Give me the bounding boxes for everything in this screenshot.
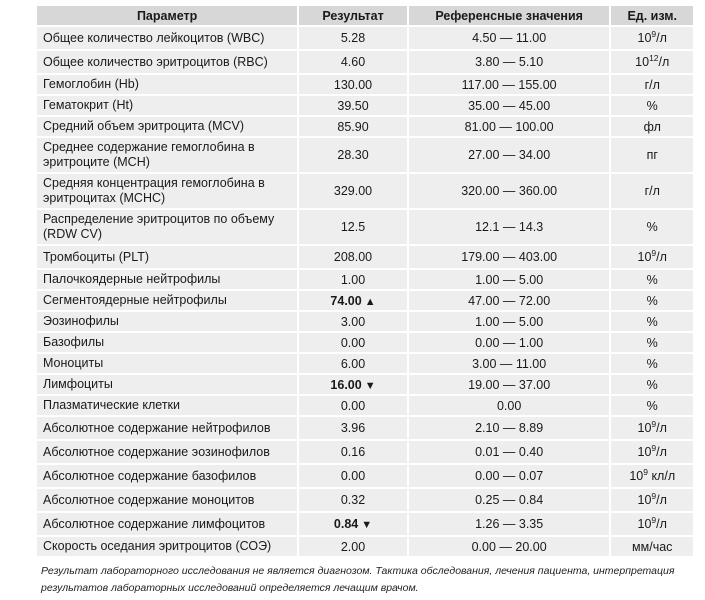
parameter-name-line: Эозинофилы: [43, 314, 119, 328]
result-value: 39.50: [337, 98, 369, 113]
result-value: 3.96: [340, 421, 366, 435]
reference-range-cell: 35.00 — 45.00: [409, 96, 610, 115]
reference-range-cell: 47.00 — 72.00: [409, 291, 610, 310]
parameter-name-line: Общее количество эритроцитов (RBC): [43, 54, 268, 69]
result-value: 16.00: [330, 377, 362, 392]
parameter-name-line: Лимфоциты: [43, 377, 113, 391]
unit-exponent: 9: [651, 29, 657, 39]
reference-range-cell: 179.00 — 403.00: [409, 246, 610, 268]
result-cell: [299, 465, 407, 487]
table-row: [37, 375, 693, 394]
result-value: 85.90: [337, 119, 369, 134]
column-header-reference: Референсные значения: [409, 6, 610, 25]
result-value: 1.00: [340, 272, 366, 287]
table-row: [37, 270, 693, 289]
table-row: [37, 417, 693, 439]
disclaimer-line-2: результатов лабораторных исследований определяется лечащим врачом.: [41, 582, 419, 594]
result-value: 2.00: [340, 539, 366, 554]
parameter-name-line: Тромбоциты (PLT): [43, 249, 150, 264]
parameter-cell: [37, 246, 297, 268]
result-cell: [299, 354, 407, 373]
unit-base: 10: [635, 55, 650, 69]
unit-exponent: 9: [651, 515, 657, 525]
parameter-cell: [37, 270, 297, 289]
unit-base: 10: [637, 517, 652, 531]
reference-range-cell: 0.00 — 1.00: [409, 333, 610, 352]
result-cell: [299, 210, 407, 244]
result-cell: [299, 174, 407, 208]
column-header-parameter: Параметр: [37, 6, 297, 25]
results-table: [35, 4, 695, 558]
unit-base: г/л: [644, 77, 660, 92]
parameter-cell: [37, 441, 297, 463]
table-row: [37, 513, 693, 535]
result-value: 28.30: [337, 148, 369, 162]
reference-range-cell: 320.00 — 360.00: [409, 174, 610, 208]
unit-base: %: [646, 335, 658, 350]
result-cell: [299, 417, 407, 439]
parameter-cell: [37, 174, 297, 208]
table-row: [37, 27, 693, 49]
reference-range-cell: 0.25 — 0.84: [409, 489, 610, 511]
parameter-name-line: Базофилы: [43, 335, 105, 349]
reference-range-cell: 0.00 — 20.00: [409, 537, 610, 556]
unit-base: г/л: [644, 184, 660, 198]
result-cell: [299, 51, 407, 73]
unit-suffix: /л: [658, 55, 670, 69]
unit-suffix: кл/л: [647, 469, 676, 483]
unit-suffix: /л: [656, 31, 667, 45]
unit-cell: [611, 174, 693, 208]
parameter-cell: [37, 138, 297, 172]
unit-cell: [611, 27, 693, 49]
parameter-name-line: Палочкоядерные нейтрофилы: [43, 272, 221, 286]
reference-range-cell: 19.00 — 37.00: [409, 375, 610, 394]
parameter-name-line: эритроците (MCH): [43, 155, 150, 169]
result-cell: [299, 312, 407, 331]
unit-exponent: 9: [651, 443, 657, 453]
reference-range-cell: 3.00 — 11.00: [409, 354, 610, 373]
result-value: 0.00: [340, 398, 366, 413]
unit-cell: [611, 441, 693, 463]
table-row: [37, 96, 693, 115]
unit-cell: [611, 270, 693, 289]
result-value: 0.00: [340, 335, 366, 350]
unit-cell: [611, 246, 693, 268]
parameter-cell: [37, 210, 297, 244]
result-cell: [299, 489, 407, 511]
reference-range-cell: 81.00 — 100.00: [409, 117, 610, 136]
parameter-cell: [37, 513, 297, 535]
result-cell: [299, 375, 407, 394]
column-header-unit: Ед. изм.: [611, 6, 693, 25]
parameter-name-line: Распределение эритроцитов по объему: [43, 212, 275, 226]
parameter-name-line: Средний объем эритроцита (MCV): [43, 119, 245, 133]
unit-cell: [611, 75, 693, 94]
table-row: [37, 441, 693, 463]
parameter-name-line: эритроцитах (MCHC): [43, 191, 166, 205]
unit-suffix: /л: [656, 445, 667, 459]
parameter-name-line: Абсолютное содержание лимфоцитов: [43, 516, 266, 531]
unit-suffix: /л: [656, 517, 667, 531]
parameter-name-line: Общее количество лейкоцитов (WBC): [43, 30, 265, 45]
unit-exponent: 9: [643, 467, 648, 477]
table-row: [37, 117, 693, 136]
unit-base: мм/час: [632, 539, 673, 554]
parameter-name-line: Абсолютное содержание эозинофилов: [43, 444, 270, 459]
parameter-name-line: Средняя концентрация гемоглобина в: [43, 176, 265, 190]
parameter-cell: [37, 291, 297, 310]
result-cell: [299, 291, 407, 310]
reference-range-cell: 0.01 — 0.40: [409, 441, 610, 463]
unit-cell: [611, 333, 693, 352]
unit-base: 10: [637, 493, 652, 507]
reference-range-cell: 27.00 — 34.00: [409, 138, 610, 172]
result-cell: [299, 246, 407, 268]
unit-cell: [611, 96, 693, 115]
unit-cell: [611, 537, 693, 556]
unit-base: 10: [637, 31, 652, 45]
column-header-result: Результат: [299, 6, 407, 25]
unit-base: 10: [637, 445, 652, 459]
reference-range-cell: 12.1 — 14.3: [409, 210, 610, 244]
unit-cell: [611, 513, 693, 535]
reference-range-cell: 1.00 — 5.00: [409, 312, 610, 331]
reference-range-cell: 0.00: [409, 396, 610, 415]
unit-cell: [611, 375, 693, 394]
table-header: [37, 6, 693, 25]
unit-exponent: 9: [651, 491, 657, 501]
disclaimer: [41, 563, 681, 597]
result-cell: [299, 96, 407, 115]
result-value: 0.16: [340, 445, 366, 459]
unit-base: 10: [637, 421, 652, 435]
unit-exponent: 9: [651, 248, 657, 258]
table-row: [37, 489, 693, 511]
result-cell: [299, 513, 407, 535]
parameter-name-line: Гемоглобин (Hb): [43, 77, 139, 91]
table-row: [37, 354, 693, 373]
unit-base: %: [646, 377, 658, 392]
result-cell: [299, 27, 407, 49]
above-range-icon: ▲: [364, 295, 376, 308]
parameter-cell: [37, 312, 297, 331]
unit-cell: [611, 138, 693, 172]
result-cell: [299, 117, 407, 136]
result-cell: [299, 138, 407, 172]
parameter-name-line: Абсолютное содержание нейтрофилов: [43, 420, 271, 435]
unit-suffix: /л: [656, 421, 667, 435]
result-value: 4.60: [340, 55, 366, 69]
result-cell: [299, 270, 407, 289]
table-row: [37, 210, 693, 244]
table-row: [37, 51, 693, 73]
result-value: 3.00: [340, 314, 366, 329]
table-row: [37, 246, 693, 268]
unit-base: %: [646, 314, 658, 329]
unit-base: %: [646, 220, 658, 234]
reference-range-cell: 1.00 — 5.00: [409, 270, 610, 289]
unit-exponent: 9: [651, 419, 657, 429]
unit-base: 10: [629, 469, 644, 483]
unit-base: %: [646, 356, 658, 371]
parameter-name-line: Плазматические клетки: [43, 398, 181, 412]
reference-range-cell: 4.50 — 11.00: [409, 27, 610, 49]
parameter-name-line: (RDW CV): [43, 227, 103, 241]
unit-base: пг: [646, 148, 658, 162]
result-cell: [299, 441, 407, 463]
parameter-cell: [37, 354, 297, 373]
parameter-name-line: Гематокрит (Ht): [43, 98, 134, 112]
parameter-name-line: Моноциты: [43, 356, 104, 370]
unit-base: 10: [637, 250, 652, 264]
result-value: 130.00: [333, 77, 373, 92]
parameter-cell: [37, 75, 297, 94]
result-value: 0.32: [340, 493, 366, 507]
parameter-cell: [37, 375, 297, 394]
parameter-cell: [37, 537, 297, 556]
parameter-name-line: Скорость оседания эритроцитов (СОЭ): [43, 539, 272, 553]
table-row: [37, 312, 693, 331]
result-value: 12.5: [340, 220, 366, 234]
parameter-cell: [37, 333, 297, 352]
reference-range-cell: 3.80 — 5.10: [409, 51, 610, 73]
table-row: [37, 138, 693, 172]
unit-cell: [611, 51, 693, 73]
unit-cell: [611, 354, 693, 373]
reference-range-cell: 0.00 — 0.07: [409, 465, 610, 487]
unit-cell: [611, 417, 693, 439]
unit-cell: [611, 117, 693, 136]
result-value: 208.00: [333, 250, 373, 264]
result-value: 329.00: [333, 184, 373, 198]
table-row: [37, 396, 693, 415]
parameter-name-line: Абсолютное содержание моноцитов: [43, 492, 255, 507]
unit-base: %: [646, 293, 658, 308]
parameter-name-line: Сегментоядерные нейтрофилы: [43, 293, 227, 307]
table-row: [37, 537, 693, 556]
unit-cell: [611, 291, 693, 310]
unit-base: %: [646, 98, 658, 113]
unit-cell: [611, 489, 693, 511]
unit-cell: [611, 465, 693, 487]
parameter-cell: [37, 117, 297, 136]
parameter-name-line: Среднее содержание гемоглобина в: [43, 140, 255, 154]
result-value: 0.84: [333, 517, 359, 531]
table-row: [37, 333, 693, 352]
parameter-cell: [37, 27, 297, 49]
reference-range-cell: 1.26 — 3.35: [409, 513, 610, 535]
parameter-cell: [37, 417, 297, 439]
reference-range-cell: 2.10 — 8.89: [409, 417, 610, 439]
result-cell: [299, 333, 407, 352]
header-row: [37, 6, 693, 25]
reference-range-cell: 117.00 — 155.00: [409, 75, 610, 94]
result-value: 0.00: [340, 469, 366, 483]
unit-exponent: 12: [649, 53, 659, 63]
parameter-cell: [37, 465, 297, 487]
disclaimer-line-1: Результат лабораторного исследования не является диагнозом. Тактика обследования, лечения пациента, интерпретация: [41, 565, 675, 577]
parameter-cell: [37, 396, 297, 415]
unit-suffix: /л: [656, 250, 667, 264]
result-cell: [299, 537, 407, 556]
unit-suffix: /л: [656, 493, 667, 507]
parameter-cell: [37, 51, 297, 73]
result-value: 6.00: [340, 356, 366, 371]
result-cell: [299, 75, 407, 94]
table-row: [37, 75, 693, 94]
below-range-icon: ▼: [361, 519, 373, 531]
table-row: [37, 465, 693, 487]
table-row: [37, 291, 693, 310]
unit-cell: [611, 312, 693, 331]
result-value: 5.28: [340, 31, 366, 45]
result-value: 74.00: [330, 293, 362, 308]
unit-cell: [611, 396, 693, 415]
parameter-name-line: Абсолютное содержание базофилов: [43, 468, 257, 483]
below-range-icon: ▼: [364, 379, 376, 392]
unit-base: %: [646, 398, 658, 413]
table-body: [37, 27, 693, 556]
unit-base: фл: [643, 119, 661, 134]
unit-base: %: [646, 272, 658, 287]
result-cell: [299, 396, 407, 415]
table-row: [37, 174, 693, 208]
unit-cell: [611, 210, 693, 244]
parameter-cell: [37, 96, 297, 115]
parameter-cell: [37, 489, 297, 511]
